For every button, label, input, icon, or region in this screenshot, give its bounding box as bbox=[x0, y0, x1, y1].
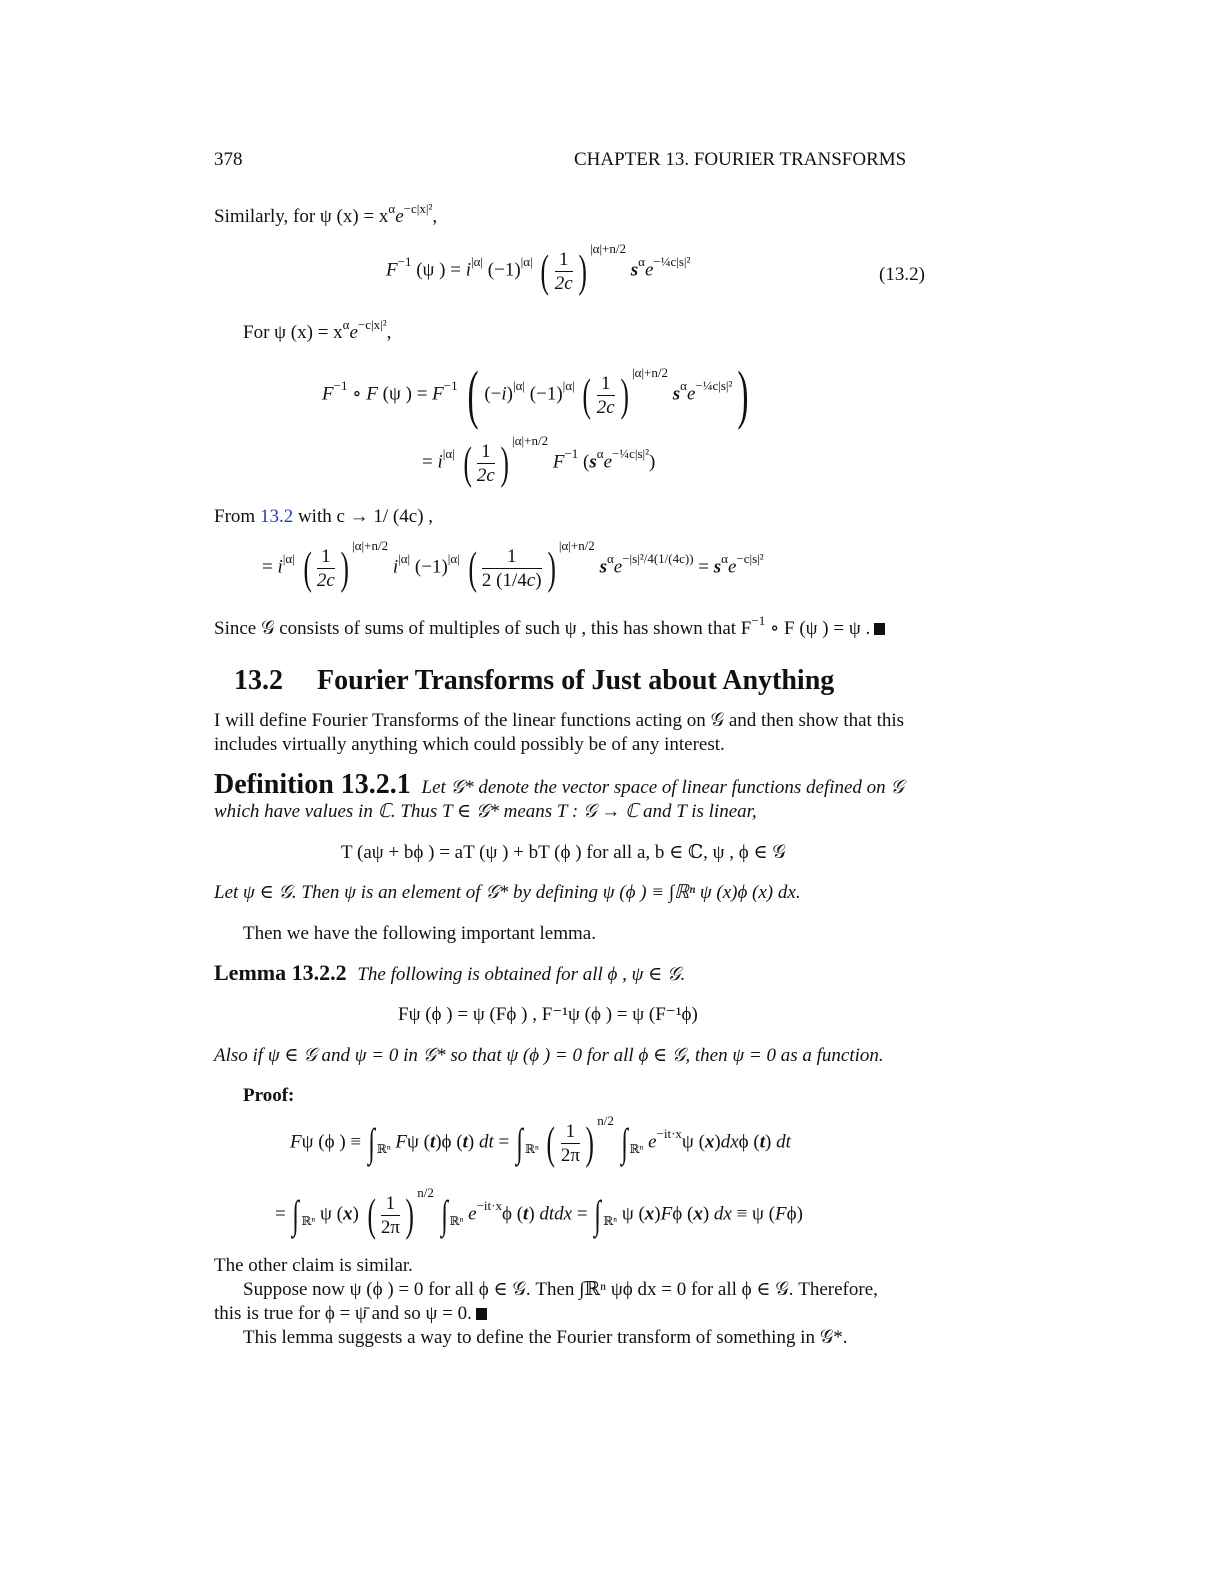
from-text: From bbox=[214, 506, 260, 527]
since-end: ∘ F (ψ ) = ψ . bbox=[765, 618, 871, 639]
from-text-tail: with c → 1/ (4c) , bbox=[293, 506, 434, 527]
for-line: For ψ $(x) = x^\alpha e^{-c|x|^2}$, bbox=[243, 317, 392, 343]
composition-equation: $F^{-1}$ ∘ F (ψ ) = $F^{-1}$ ( $(-i)^{|\alpha|}$ $(-1)^{|\alpha|}$ ( $\frac{1}{2c}$ ) $^{|\alpha|+n/2}$ $s^\alpha e^{-\frac{1}{4}c|s|^2}$) bbox=[322, 358, 749, 431]
section-intro-line2: includes virtually anything which could possibly be of any interest. bbox=[214, 734, 725, 755]
qed-icon bbox=[874, 623, 885, 635]
from-line bbox=[214, 507, 433, 526]
lemma-line bbox=[214, 962, 685, 984]
section-title: Fourier Transforms of Just about Anything bbox=[317, 665, 835, 696]
definition-line2: which have values in ℂ. Thus T ∈ 𝒢* means T : 𝒢 → ℂ and T is linear, bbox=[214, 801, 757, 822]
exponent: −c|x|² bbox=[403, 201, 433, 216]
exp-e: e bbox=[395, 206, 404, 227]
running-title: CHAPTER 13. FOURIER TRANSFORMS bbox=[574, 149, 907, 170]
lemma-equation: Fψ (ϕ ) = ψ (Fϕ ) , F⁻¹ψ (ϕ ) = ψ (F⁻¹ϕ) bbox=[398, 1004, 698, 1025]
proof-equation-line2: = ∫ $_{ℝ^n}$ ψ (x) ( $\frac{1}{2\pi}$ ) $^{n/2}$ ∫ $_{ℝ^n}$ $e^{-it\cdot x}\phi$ (t) dtdx = ∫ $_{ℝ^n}$ ψ (x)Fϕ (x) dx ≡ ψ (Fϕ) bbox=[275, 1185, 803, 1240]
equation-13-2: $F^{-1}$ (ψ ) = $i^{|\alpha|}$ $(-1)^{|\alpha|}$ ( $\frac{1}{2c}$ ) $^{|\alpha|+n/2}$ $s^\alpha e^{-\frac{1}{4}c|s|^2}$ bbox=[386, 241, 691, 296]
equation-number: (13.2) bbox=[879, 264, 925, 285]
equation-ref-link[interactable]: 13.2 bbox=[259, 506, 294, 527]
after-definition-text: Then we have the following important lemma. bbox=[243, 923, 596, 944]
lemma-label: Lemma 13.2.2 bbox=[214, 960, 347, 985]
section-heading bbox=[234, 667, 834, 695]
lemma-also: Also if ψ ∈ 𝒢 and ψ = 0 in 𝒢* so that ψ (ϕ ) = 0 for all ϕ ∈ 𝒢, then ψ = 0 as a function. bbox=[214, 1045, 884, 1066]
exponent: α bbox=[388, 201, 396, 216]
proof-suppose-line1: Suppose now ψ (ϕ ) = 0 for all ϕ ∈ 𝒢. Then ∫ℝⁿ ψϕ dx = 0 for all ϕ ∈ 𝒢. Therefore, bbox=[243, 1279, 878, 1300]
proof-suppose-line2 bbox=[214, 1304, 487, 1323]
since-text: Since 𝒢 consists of sums of multiples of such ψ , this has shown that F bbox=[214, 618, 752, 639]
proof-other-claim: The other claim is similar. bbox=[214, 1255, 413, 1276]
section-intro-line1: I will define Fourier Transforms of the linear functions acting on 𝒢 and then show that this bbox=[214, 710, 905, 731]
similarly-line: Similarly, for ψ $(x) = x^\alpha e^{-c|x|^2}$, bbox=[214, 201, 438, 227]
since-line: Since 𝒢 consists of sums of multiples of such ψ , this has shown that $F^{-1}$ ∘ F (ψ ) = ψ . bbox=[214, 619, 885, 638]
definition-line1 bbox=[214, 771, 904, 799]
composition-equation-line2: = $i^{|\alpha|}$ ( $\frac{1}{2c}$ ) $^{|\alpha|+n/2}$ $F^{-1}$ $(s^\alpha e^{-\frac{1}{4}c|s|^2})$ bbox=[422, 433, 656, 488]
definition-text: Let 𝒢* denote the vector space of linear functions defined on 𝒢 bbox=[421, 777, 904, 798]
closing-line: This lemma suggests a way to define the Fourier transform of something in 𝒢*. bbox=[243, 1327, 848, 1348]
page-number: 378 bbox=[214, 149, 243, 170]
proof-label: Proof: bbox=[243, 1085, 295, 1106]
qed-icon bbox=[476, 1308, 487, 1320]
definition-label: Definition 13.2.1 bbox=[214, 769, 411, 800]
section-number: 13.2 bbox=[234, 665, 283, 696]
for-text: For ψ (x) = x bbox=[243, 322, 343, 343]
similarly-text: Similarly, for ψ (x) = x bbox=[214, 206, 389, 227]
definition-equation: T (aψ + bϕ ) = aT (ψ ) + bT (ϕ ) for all a, b ∈ ℂ, ψ , ϕ ∈ 𝒢 bbox=[341, 842, 786, 863]
substitution-equation: = $i^{|\alpha|}$ ( $\frac{1}{2c}$ ) $^{|\alpha|+n/2}$ $i^{|\alpha|}$ $(-1)^{|\alpha|}$ ( $\frac{1}{2 (1/4c)}$ ) $^{|\alpha|+n/2}$ $s^\alpha e^{-|s|^2/4(1/(4c))} = s^\alpha e^{-c|s|^2}$ bbox=[262, 538, 764, 593]
proof-suppose-text: this is true for ϕ = ψ̄ and so ψ = 0. bbox=[214, 1303, 472, 1324]
lemma-statement: The following is obtained for all ϕ , ψ ∈ 𝒢. bbox=[357, 964, 686, 985]
definition-line3: Let ψ ∈ 𝒢. Then ψ is an element of 𝒢* by defining ψ (ϕ ) ≡ ∫ℝⁿ ψ (x)ϕ (x) dx. bbox=[214, 882, 801, 903]
proof-equation-line1: Fψ (ϕ ) ≡ ∫ $_{ℝ^n}$ Fψ (t)ϕ (t) dt = ∫ $_{ℝ^n}$ ( $\frac{1}{2\pi}$ ) $^{n/2}$ ∫ $_{ℝ^n}$ $e^{-it\cdot x}\psi$ (x)dxϕ (t) dt bbox=[290, 1113, 791, 1168]
